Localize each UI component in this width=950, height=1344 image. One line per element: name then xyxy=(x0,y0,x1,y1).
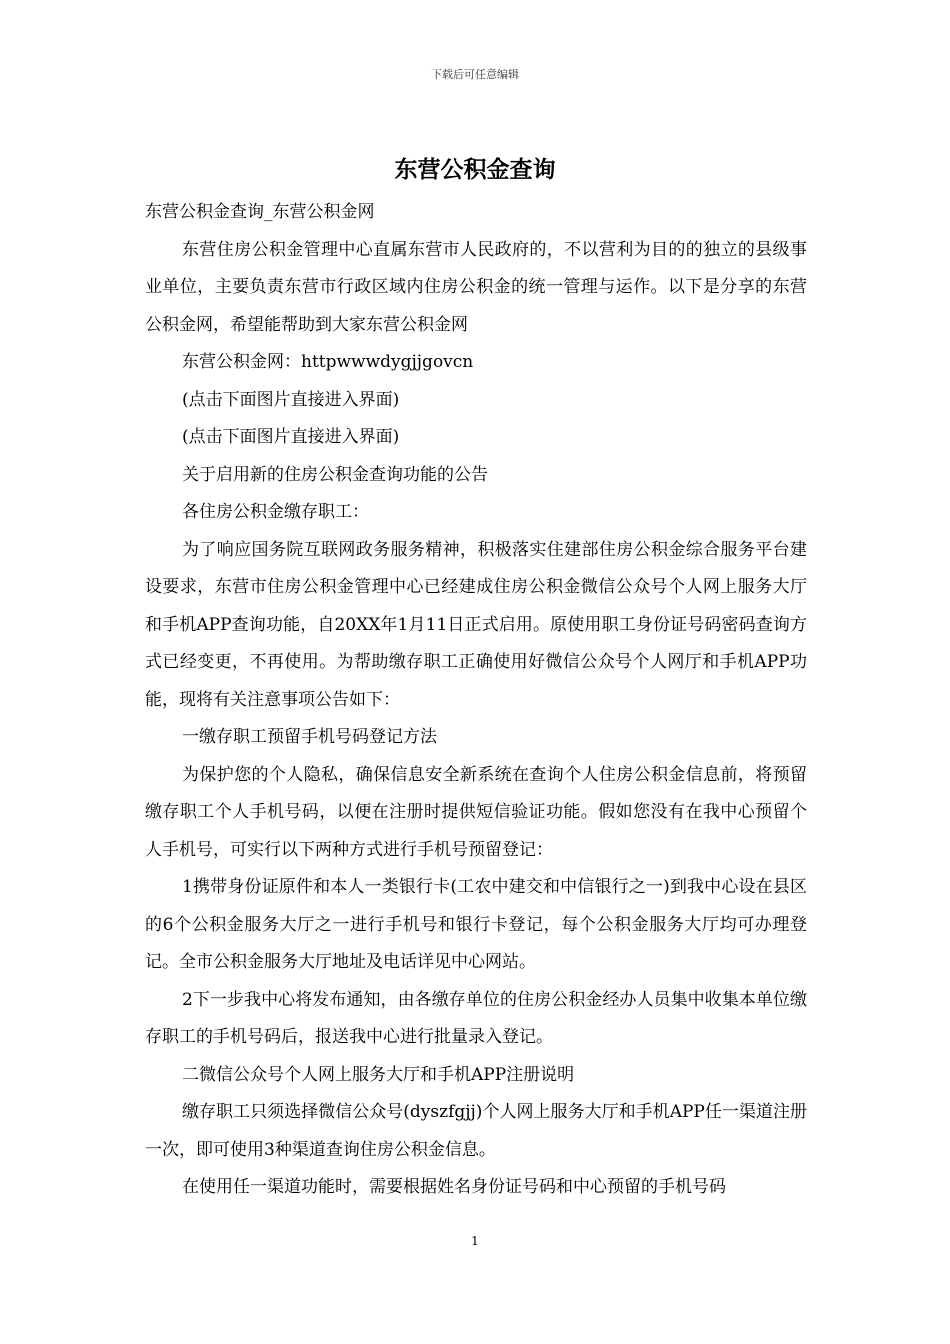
paragraph-1: 东营公积金查询_东营公积金网 xyxy=(145,202,375,222)
paragraph-13: 二微信公众号个人网上服务大厅和手机APP注册说明 xyxy=(182,1064,575,1085)
paragraph-11: 1携带身份证原件和本人一类银行卡(工农中建交和中信银行之一)到我中心设在县区的6个公积金服务大厅之一进行手机号和银行卡登记，每个公积金服务大厅均可办理登记。全市公积金服务大厅地址及电话详见中心网站。 xyxy=(145,877,807,972)
page-header-note: 下载后可任意编辑 xyxy=(431,68,519,81)
page-number: 1 xyxy=(471,1234,479,1248)
paragraph-2: 东营住房公积金管理中心直属东营市人民政府的，不以营利为目的的独立的县级事业单位，主要负责东营市行政区域内住房公积金的统一管理与运作。以下是分享的东营公积金网，希望能帮助到大家东营公积金网 xyxy=(145,239,807,335)
paragraph-12: 2下一步我中心将发布通知，由各缴存单位的住房公积金经办人员集中收集本单位缴存职工的手机号码后，报送我中心进行批量录入登记。 xyxy=(145,989,807,1047)
paragraph-15: 在使用任一渠道功能时，需要根据姓名身份证号码和中心预留的手机号码 xyxy=(182,1177,726,1197)
paragraph-8: 为了响应国务院互联网政务服务精神，积极落实住建部住房公积金综合服务平台建设要求，东营市住房公积金管理中心已经建成住房公积金微信公众号个人网上服务大厅和手机APP查询功能，自20XX年1月11日正式启用。原使用职工身份证号码密码查询方式已经变更，不再使用。为帮助缴存职工正确使用好微信公众号个人网厅和手机APP功能，现将有关注意事项公告如下： xyxy=(145,539,807,710)
document-body xyxy=(145,194,807,1207)
paragraph-9: 一缴存职工预留手机号码登记方法 xyxy=(182,727,437,747)
paragraph-4: (点击下面图片直接进入界面) xyxy=(182,389,400,410)
paragraph-3: 东营公积金网：httpwwwdygjjgovcn xyxy=(182,352,474,372)
paragraph-7: 各住房公积金缴存职工： xyxy=(182,502,369,522)
document-title: 东营公积金查询 xyxy=(394,156,556,183)
paragraph-5: (点击下面图片直接进入界面) xyxy=(182,427,400,447)
paragraph-14: 缴存职工只须选择微信公众号(dyszfgjj)个人网上服务大厅和手机APP任一渠道注册一次，即可使用3种渠道查询住房公积金信息。 xyxy=(145,1102,807,1160)
paragraph-6: 关于启用新的住房公积金查询功能的公告 xyxy=(182,464,488,485)
paragraph-10: 为保护您的个人隐私，确保信息安全新系统在查询个人住房公积金信息前，将预留缴存职工个人手机号码，以便在注册时提供短信验证功能。假如您没有在我中心预留个人手机号，可实行以下两种方式进行手机号预留登记： xyxy=(145,764,807,860)
